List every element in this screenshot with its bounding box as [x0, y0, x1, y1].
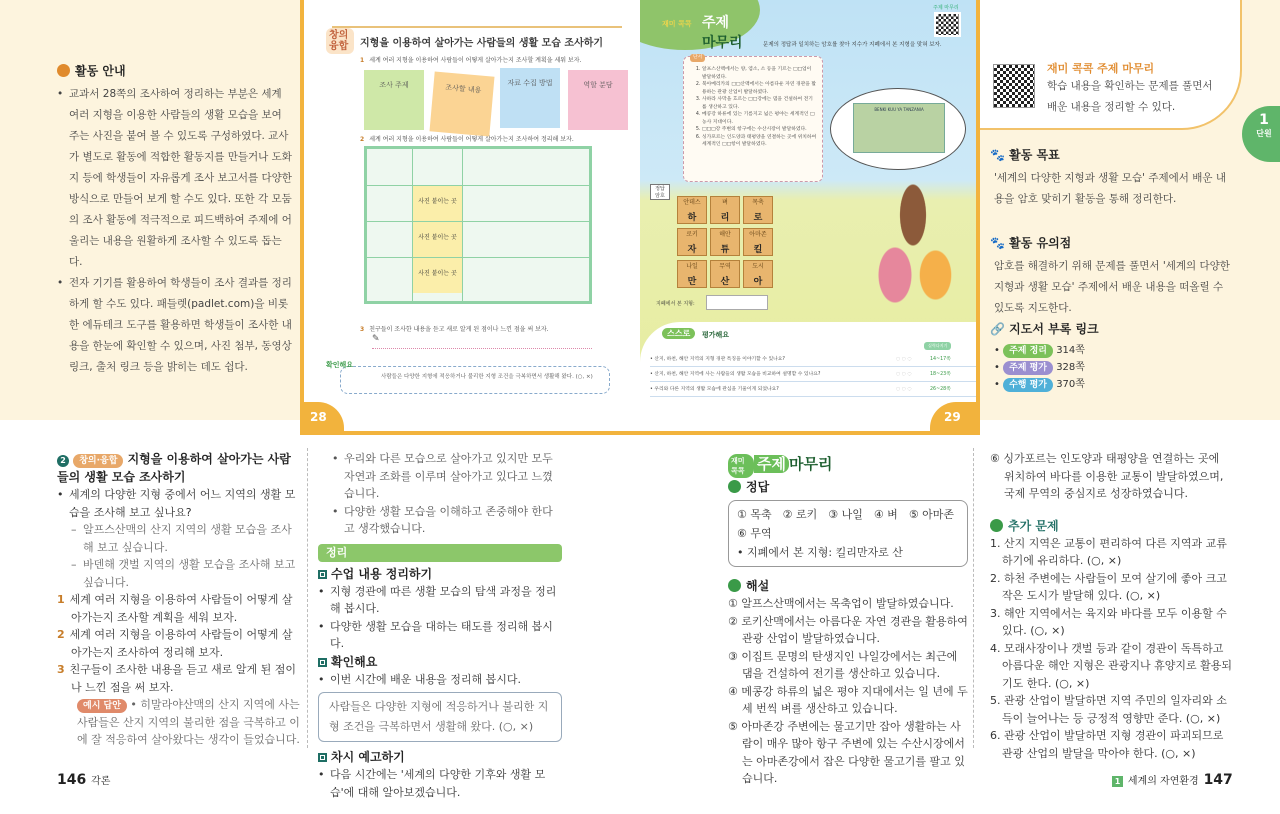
textbook-page-28: 창의 융합 지형을 이용하여 살아가는 사람들의 생활 모습 조사하기 1 세계 여러 지형을 이용하여 사람들이 어떻게 살아가는지 조사할 계획을 세워 보자. 조사 주제 조사할 내용 자료 수집 방법 역할 분담 2 세계 여러 지형을 이용하여 사람들이 어떻게 살아가는지 조사하여 정리해 보자. 사진 붙이는 곳 사진 붙이는 곳 사진 붙이는 곳 3 친구들이 조사한 내용을 듣고 새로 알게 된 점이나 느낀 점을 써 보자. ✎ 사람들은 다양한 지형에 적응하거나 불리한 지형 조건을 극복하면서 생활해 왔다. (○, ×) 확인해요 28	[300, 0, 640, 435]
extra-question: 1. 산지 지역은 교통이 편리하여 다른 지역과 교류하기에 유리하다. (○, ×)	[990, 536, 1227, 567]
example-badge: 예시 답안	[77, 699, 127, 713]
appendix-link[interactable]: • 수행 평가 370쪽	[994, 379, 1085, 390]
pencil-icon: ✎	[372, 334, 380, 344]
appendix-link[interactable]: • 주제 평가 328쪽	[994, 362, 1085, 373]
children-illustration	[868, 170, 958, 320]
code-cell: 무역 산	[710, 260, 740, 288]
answer-label: 지폐에서 본 지형:	[656, 301, 695, 307]
column-4: ⑥ 싱가포르는 인도양과 태평양을 연결하는 곳에 위치하여 바다를 이용한 교통이 발달하였으며, 국제 무역의 중심지로 성장하였습니다. 추가 문제 1. 산지 지역은 교통이 편리하여 다른 지역과 교류하기에 유리하다. (○, ×) 2. 하천 주변에는 사람들이 모여 살기에 좋아 크고 작은 도시가 발달해 있다. (○, ×) 3. 해안 지역에서는 육지와 바다를 모두 이용할 수 있다. (○, ×) 4. 모래사장이나 갯벌 등과 같이 경관이 독특하고 아름다운 해안 지형은 관광지나 휴양지로 활용되기도 한다. (○, ×) 5. 관광 산업이 발달하면 지역 주민의 일자리와 소득이 늘어나는 등 긍정적 영향만 준다. (○, ×) 6. 관광 산업이 발달하면 지형 경관이 파괴되므로 관광 산업의 발달을 막아야 한다. (○, ×)	[990, 450, 1232, 762]
sticky-note: 자료 수집 방법	[500, 68, 560, 128]
extra-question: 5. 관광 산업이 발달하면 지역 주민의 일자리와 소득이 늘어나는 등 긍정적 영향만 준다. (○, ×)	[990, 694, 1227, 725]
self-eval: 스스로 평가해요 실력다지기 • 산지, 하천, 해안 지역의 지형 경관 특징을 이야기할 수 있나요? ◌ ◌ ◌ 14~17쪽 • 산지, 하천, 해안 지역에 사는 사람들의 생활 모습을 비교하여 설명할 수 있나요? ◌ ◌ ◌ 18~23쪽 • 우리와 다른 지역의 생활 모습에 관심을 기울이게 되었나요? ◌ ◌ ◌ 26~28쪽	[640, 322, 980, 435]
answer-box: ① 목축 ② 로키 ③ 나일 ④ 벼 ⑤ 아마존 ⑥ 무역 • 지폐에서 본 지형: 킬리만자로 산	[728, 500, 968, 567]
info-icon	[57, 64, 70, 77]
sticky-note: 역할 분담	[568, 70, 628, 130]
clue-box: 단서 1. 알프스산맥에서는 양, 염소, 소 등을 기르는 □□업이 발달하였다. 2. 북아메리카의 □□산맥에서는 아름다운 자연 경관을 활용하는 관광 산업이 발달하였다. 3. 사하라 사막을 흐르는 □□강에는 댐을 건설하여 전기를 생산하고 있다. 4. 메콩강 하류에 있는 기름지고 넓은 평야는 세계적인 □농사 지대이다. 5. □□□강 주변의 항구에는 수산시장이 발달하였다. 6. 싱가포르는 인도양과 태평양을 연결하는 곳에 위치하여 세계적인 □□항이 발달하였다.	[683, 56, 823, 182]
code-cell: 해안 튜	[710, 228, 740, 256]
photo-slot: 사진 붙이는 곳	[413, 258, 462, 293]
code-cell: 나일 만	[677, 260, 707, 288]
summary-banner: 정리	[318, 544, 562, 562]
section-title: 지형을 이용하여 살아가는 사람들의 생활 모습 조사하기	[57, 452, 291, 484]
footer-left: 146 각론	[57, 772, 111, 788]
paw-icon: 🐾	[990, 148, 1005, 162]
footer-right: 1 세계의 자연환경 147	[1112, 772, 1233, 788]
rating-icons: ◌ ◌ ◌	[896, 387, 912, 392]
check-box: 사람들은 다양한 지형에 적응하거나 불리한 지형 조건을 극복하면서 생활해 왔다. (○, ×)	[318, 692, 562, 742]
photo-slot: 사진 붙이는 곳	[413, 222, 462, 257]
link-icon: 🔗	[990, 322, 1005, 336]
guide-item: • 전자 기기를 활용하여 학생들이 조사 결과를 정리하게 할 수도 있다. 패들렛(padlet.com)을 비롯한 에듀테크 도구를 활용하면 학생들이 조사한 내용을 한눈에 확인할 수 있으며, 사진 첨부, 동영상 링크, 출처 링크 등을 밝히는 데도 쉽다.	[57, 273, 292, 378]
extra-question: 2. 하천 주변에는 사람들이 모여 살기에 좋아 크고 작은 도시가 발달해 있다. (○, ×)	[990, 571, 1227, 602]
code-cell: 목축 로	[743, 196, 773, 224]
explanation-item: ③ 이집트 문명의 탄생지인 나일강에서는 최근에 댐을 건설하여 전기를 생산하고 있습니다.	[728, 649, 958, 680]
code-cell: 아마존 킬	[743, 228, 773, 256]
activity-caution: 🐾 활동 유의점 암호를 해결하기 위해 문제를 풀면서 '세계의 다양한 지형과 생활 모습' 주제에서 배운 내용을 떠올릴 수 있도록 지도한다.	[990, 236, 1230, 314]
code-cell: 안데스 하	[677, 196, 707, 224]
activity-goal: 🐾 활동 목표 '세계의 다양한 지형과 생활 모습' 주제에서 배운 내용을 암호 맞히기 활동을 통해 정리한다.	[990, 148, 1226, 205]
creative-badge: 창의 융합	[326, 28, 354, 54]
check-box: 사람들은 다양한 지형에 적응하거나 불리한 지형 조건을 극복하면서 생활해 왔다. (○, ×)	[340, 366, 610, 394]
extra-question: 3. 해안 지역에서는 육지와 바다를 모두 이용할 수 있다. (○, ×)	[990, 606, 1227, 637]
textbook-q3: 친구들이 조사한 내용을 듣고 새로 알게 된 점이나 느낀 점을 써 보자.	[369, 326, 549, 333]
info-card	[980, 0, 1242, 130]
page-number: 29	[930, 402, 980, 435]
activity-guide-title: 활동 안내	[75, 64, 126, 78]
answer-field[interactable]	[706, 295, 768, 310]
self-eval-row: • 우리와 다른 지역의 생활 모습에 관심을 기울이게 되었나요? ◌ ◌ ◌ 26~28쪽	[650, 382, 976, 397]
answer-sign: 정답 암호	[650, 184, 670, 200]
wrapup-title: 마무리	[702, 35, 743, 51]
unit-tab[interactable]: 1 단원	[1242, 106, 1280, 162]
rating-icons: ◌ ◌ ◌	[896, 357, 912, 362]
rating-icons: ◌ ◌ ◌	[896, 372, 912, 377]
appendix-link[interactable]: • 주제 정리 314쪽	[994, 345, 1085, 356]
extra-question: 4. 모래사장이나 갯벌 등과 같이 경관이 독특하고 아름다운 해안 지형은 관광지나 휴양지로 활용되기도 한다. (○, ×)	[990, 641, 1233, 690]
textbook-page-29	[640, 0, 980, 435]
fun-badge: 재미 콕콕	[662, 20, 692, 28]
explanation-item: ① 알프스산맥에서는 목축업이 발달하였습니다.	[728, 597, 954, 610]
info-title: 재미 콕콕 주제 마무리	[1047, 62, 1155, 75]
info-desc: 학습 내용을 확인하는 문제를 풀면서 배운 내용을 정리할 수 있다.	[1047, 80, 1213, 113]
explanation-item: ② 로키산맥에서는 아름다운 자연 경관을 활용하여 관광 산업이 발달하였습니다.	[728, 614, 968, 645]
theme-title: 주제	[702, 15, 730, 31]
photo-grid	[364, 146, 592, 304]
banknote: BENKI KUU YA TANZANIA	[853, 103, 945, 153]
textbook-q2: 세계 여러 지형을 이용하여 사람들이 어떻게 살아가는지 조사하여 정리해 보자.	[369, 136, 574, 143]
textbook-title: 지형을 이용하여 살아가는 사람들의 생활 모습 조사하기	[360, 38, 604, 49]
appendix-links: 🔗 지도서 부록 링크 • 주제 정리 314쪽 • 주제 평가 328쪽 • 수행 평가 370쪽	[990, 320, 1230, 393]
qr-code[interactable]	[993, 64, 1035, 108]
sticky-note: 조사할 내용	[429, 71, 494, 136]
code-cell: 도시 아	[743, 260, 773, 288]
textbook-q1: 세계 여러 지형을 이용하여 사람들이 어떻게 살아가는지 조사할 계획을 세워 보자.	[369, 57, 582, 64]
column-1: 2 창의·융합 지형을 이용하여 살아가는 사람들의 생활 모습 조사하기 • 세계의 다양한 지형 중에서 어느 지역의 생활 모습을 조사해 보고 싶나요? – 알프스산맥의 산지 지역의 생활 모습을 조사해 보고 싶습니다. – 바덴해 갯벌 지역의 생활 모습을 조사해 보고 싶습니다. 1 세계 여러 지형을 이용하여 사람들이 어떻게 살아가는지 조사할 계획을 세워 보자. 2 세계 여러 지형을 이용하여 사람들이 어떻게 살아가는지 조사하여 정리해 보자. 3 친구들이 조사한 내용을 듣고 새로 알게 된 점이나 느낀 점을 써 보자. 예시 답안 • 히말라야산맥의 산지 지역에 사는 사람들은 산지 지역의 불리한 점을 극복하고 이에 잘 적응하여 살아왔다는 생각이 들었습니다.	[57, 450, 300, 749]
page-number: 28	[300, 402, 344, 435]
column-3: 재미 콕콕 주제 마무리 정답 ① 목축 ② 로키 ③ 나일 ④ 벼 ⑤ 아마존 ⑥ 무역 • 지폐에서 본 지형: 킬리만자로 산 해설 ① 알프스산맥에서는 목축업이 발달하였습니다. ② 로키산맥에서는 아름다운 자연 경관을 활용하여 관광 산업이 발달하였습니다. ③ 이집트 문명의 탄생지인 나일강에서는 최근에 댐을 건설하여 전기를 생산하고 있습니다. ④ 메콩강 하류의 넓은 평야 지대에서는 일 년에 두세 번씩 벼를 생산하고 있습니다. ⑤ 아마존강 주변에는 물고기만 잡아 생활하는 사람이 매우 많아 항구 주변에 있는 수산시장에서는 아마존강에서 잡은 다양한 물고기를 팔고 있습니다.	[728, 452, 968, 788]
guide-item: • 교과서 28쪽의 조사하여 정리하는 부분은 세계 여러 지형을 이용한 사람들의 생활 모습을 보여 주는 사진을 붙여 볼 수 있도록 구성하였다. 교사가 별도로 활동에 적합한 활동지를 만들거나 도화지 등에 학생들이 자유롭게 조사 보고서를 다양한 방식으로 만들어 보게 할 수도 있다. 또한 각 모둠의 조사 활동에 적극적으로 피드백하여 주제에 어울리는 내용을 원활하게 조사할 수 있도록 돕는다.	[57, 84, 292, 273]
explanation-item: ④ 메콩강 하류의 넓은 평야 지대에서는 일 년에 두세 번씩 벼를 생산하고 있습니다.	[728, 684, 968, 715]
self-eval-row: • 산지, 하천, 해안 지역에 사는 사람들의 생활 모습을 비교하여 설명할 수 있나요? ◌ ◌ ◌ 18~23쪽	[650, 367, 976, 382]
explanation-item: ⑤ 아마존강 주변에는 물고기만 잡아 생활하는 사람이 매우 많아 항구 주변에 있는 수산시장에서는 아마존강에서 잡은 다양한 물고기를 팔고 있습니다.	[728, 719, 965, 785]
qr-label: 주제 마무리	[933, 5, 959, 11]
photo-slot: 사진 붙이는 곳	[413, 186, 462, 221]
code-cell: 로키 자	[677, 228, 707, 256]
speech-bubble	[830, 88, 966, 170]
code-cell: 벼 리	[710, 196, 740, 224]
activity-guide	[57, 62, 292, 378]
qr-code[interactable]	[934, 12, 961, 37]
column-2: • 우리와 다른 모습으로 살아가고 있지만 모두 자연과 조화를 이루며 살아가고 있다고 느꼈습니다. • 다양한 생활 모습을 이해하고 존중해야 한다고 생각했습니다. 정리 수업 내용 정리하기 • 지형 경관에 따른 생활 모습의 탐색 과정을 정리해 봅시다. • 다양한 생활 모습을 대하는 태도를 정리해 봅시다. 확인해요 • 이번 시간에 배운 내용을 정리해 봅시다. 사람들은 다양한 지형에 적응하거나 불리한 지형 조건을 극복하면서 생활해 왔다. (○, ×) 차시 예고하기 • 다음 시간에는 '세계의 다양한 기후와 생활 모습'에 대해 알아보겠습니다.	[318, 450, 562, 801]
extra-question: 6. 관광 산업이 발달하면 지형 경관이 파괴되므로 관광 산업의 발달을 막아야 한다. (○, ×)	[990, 729, 1224, 760]
check-badge: 확인해요	[326, 361, 354, 369]
sticky-note: 조사 주제	[364, 70, 424, 130]
self-eval-row: • 산지, 하천, 해안 지역의 지형 경관 특징을 이야기할 수 있나요? ◌ ◌ ◌ 14~17쪽	[650, 352, 976, 367]
paw-icon: 🐾	[990, 236, 1005, 250]
instruction: 문제의 정답과 일치하는 암호를 찾아 지수가 지폐에서 본 지형을 맞혀 보자.	[763, 42, 942, 48]
